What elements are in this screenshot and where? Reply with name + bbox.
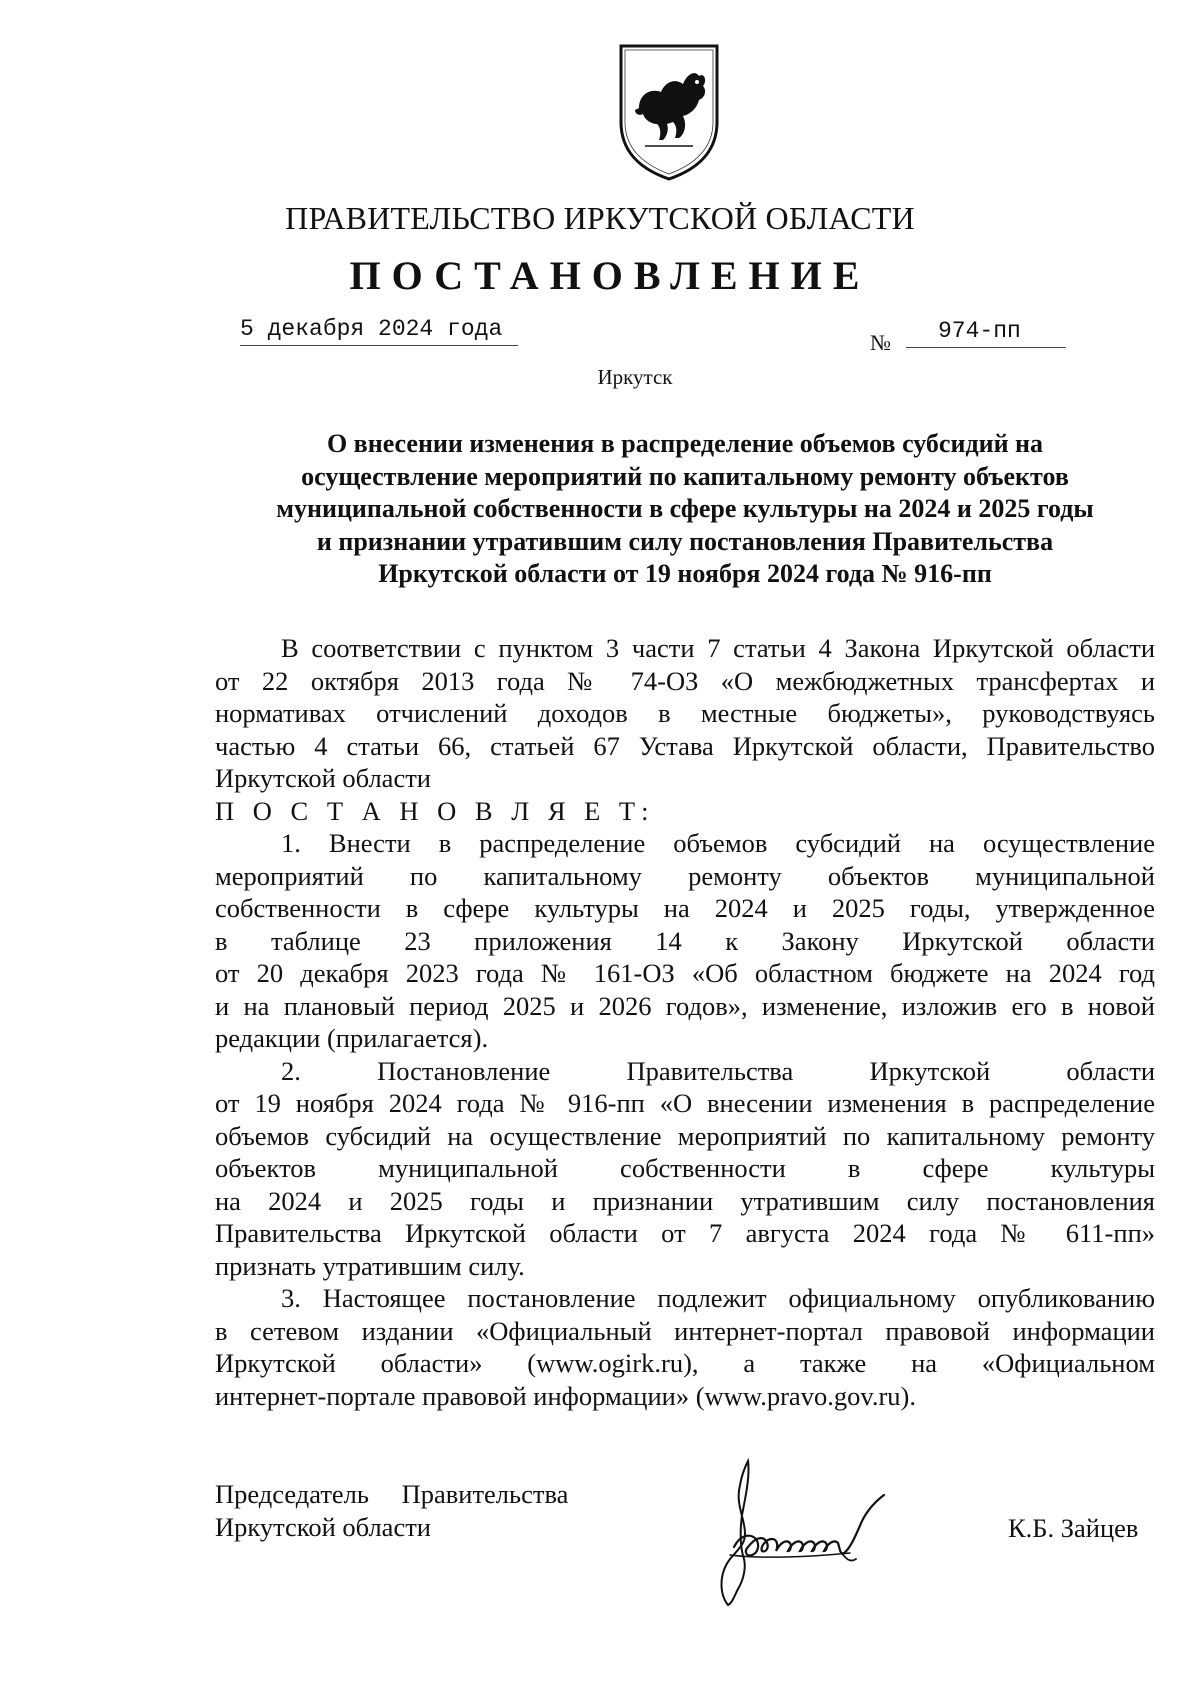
body-line: редакции (прилагается). [215,1023,489,1053]
body-line: мероприятий по капитальному ремонту объектов муниципальной [215,860,1155,891]
item-3-paragraph [215,1282,1155,1412]
signer-position [215,1478,568,1544]
document-title [215,428,1155,591]
body-line: собственности в сфере культуры на 2024 и 2025 годы, утвержденное [215,893,1155,923]
item-1-paragraph [215,827,1155,1055]
body-line: нормативах отчислений доходов в местные бюджеты», руководствуясь [215,698,1155,728]
body-line: Иркутской области» (www.ogirk.ru), а также на «Официальном [215,1348,1155,1378]
document-type-heading: ПОСТАНОВЛЕНИЕ [349,253,871,298]
body-line: в сетевом издании «Официальный интернет-портал правовой информации [215,1315,1155,1346]
body-line: интернет-портале правовой информации» (www.pravo.gov.ru). [215,1380,916,1411]
title-line: и признании утратившим силу постановления Правительства [316,526,1054,556]
resolves-heading: П О С Т А Н О В Л Я Е Т: [215,795,655,826]
body-line: Правительства Иркутской области от 7 августа 2024 года № 611-пп» [215,1218,1155,1248]
body-line: 1. Внести в распределение объемов субсидий на осуществление [281,828,1155,858]
body-line: Иркутской области [215,763,431,793]
title-line: О внесении изменения в распределение объемов субсидий на [326,429,1044,458]
title-line: Иркутской области от 19 ноября 2024 года № 916-пп [378,559,992,588]
body-line: частью 4 статьи 66, статьей 67 Устава Иркутской области, Правительство [215,730,1155,761]
document-number: 974-пп [906,318,1066,348]
government-name: ПРАВИТЕЛЬСТВО ИРКУТСКОЙ ОБЛАСТИ [285,200,915,236]
body-line: В соответствии с пунктом 3 части 7 статьи 4 Закона Иркутской области [281,633,1155,663]
body-line: от 20 декабря 2023 года № 161-ОЗ «Об областном бюджете на 2024 год [215,958,1155,988]
body-line: от 22 октября 2013 года № 74-ОЗ «О межбюджетных трансфертах и [215,665,1155,696]
body-line: на 2024 и 2025 годы и признании утратившим силу постановления [215,1185,1155,1216]
title-line: осуществление мероприятий по капитальному ремонту объектов [301,461,1069,491]
document-city: Иркутск [597,365,673,389]
document-date: 5 декабря 2024 года [240,316,518,346]
body-line: 3. Настоящее постановление подлежит официальному опубликованию [281,1283,1155,1313]
body-line: признать утратившим силу. [215,1250,525,1281]
body-line: объектов муниципальной собственности в сфере культуры [215,1153,1155,1183]
signer-name: К.Б. Зайцев [1008,1513,1139,1543]
body-line: и на плановый период 2025 и 2026 годов», изменение, изложив его в новой [215,990,1155,1021]
preamble-paragraph [215,632,1155,795]
body-line: в таблице 23 приложения 14 к Закону Иркутской области [215,925,1155,956]
item-2-paragraph [215,1055,1155,1283]
signer-position-line: Председатель Правительства [215,1479,569,1509]
coat-of-arms-emblem [617,42,721,182]
signer-position-line: Иркутской области [215,1512,431,1542]
body-line: 2. Постановление Правительства Иркутской области [281,1055,1155,1086]
document-number-label: № [870,330,891,355]
body-line: от 19 ноября 2024 года № 916-пп «О внесении изменения в распределение [215,1088,1155,1118]
title-line: муниципальной собственности в сфере культуры на 2024 и 2025 годы [276,494,1094,523]
handwritten-signature [700,1455,950,1610]
body-line: объемов субсидий на осуществление мероприятий по капитальному ремонту [215,1120,1155,1151]
document-body [215,632,1155,1412]
